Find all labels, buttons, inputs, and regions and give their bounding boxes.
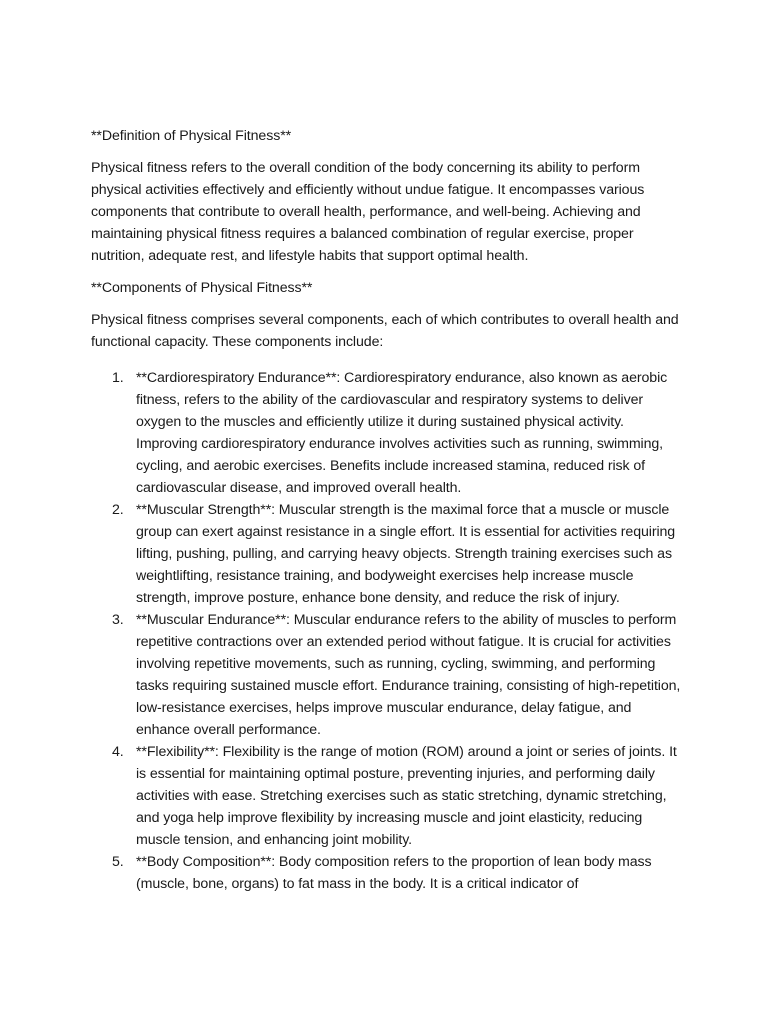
list-item-number: 4. xyxy=(112,744,124,760)
list-item-cardiorespiratory-endurance xyxy=(91,367,681,499)
list-item-text: **Body Composition**: Body composition refers to the proportion of lean body mass (muscle, bone, organs) to fat mass in the body. It is a critical indicator of xyxy=(136,854,652,892)
components-intro: Physical fitness comprises several components, each of which contributes to overall health and functional capacity. These components include: xyxy=(91,312,679,350)
definition-paragraph: Physical fitness refers to the overall condition of the body concerning its ability to perform physical activities effectively and efficiently without undue fatigue. It encompasses various components that contribute to overall health, performance, and well-being. Achieving and maintaining physical fitness requires a balanced combination of regular exercise, proper nutrition, adequate rest, and lifestyle habits that support optimal health. xyxy=(91,160,645,264)
list-item-number: 5. xyxy=(112,854,124,870)
list-item-muscular-strength xyxy=(91,499,681,609)
list-item-number: 2. xyxy=(112,502,124,518)
list-item-number: 3. xyxy=(112,612,124,628)
list-item-text: **Flexibility**: Flexibility is the range of motion (ROM) around a joint or series of joints. It is essential for maintaining optimal posture, preventing injuries, and performing daily activities with ease. Stretching exercises such as static stretching, dynamic stretching, and yoga help improve flexibility by increasing muscle and joint elasticity, reducing muscle tension, and enhancing joint mobility. xyxy=(136,744,677,848)
list-item-flexibility xyxy=(91,741,681,851)
list-item-text: **Muscular Strength**: Muscular strength is the maximal force that a muscle or muscle group can exert against resistance in a single effort. It is essential for activities requiring lifting, pushing, pulling, and carrying heavy objects. Strength training exercises such as weightlifting, resistance training, and bodyweight exercises help increase muscle strength, improve posture, enhance bone density, and reduce the risk of injury. xyxy=(136,502,676,606)
components-heading: **Components of Physical Fitness** xyxy=(91,280,313,296)
list-item-body-composition xyxy=(91,851,681,895)
list-item-number: 1. xyxy=(112,370,124,386)
document-body xyxy=(91,125,681,895)
list-item-muscular-endurance xyxy=(91,609,681,741)
list-item-text: **Muscular Endurance**: Muscular endurance refers to the ability of muscles to perform repetitive contractions over an extended period without fatigue. It is crucial for activities involving repetitive movements, such as running, cycling, swimming, and performing tasks requiring sustained muscle effort. Endurance training, consisting of high-repetition, low-resistance exercises, helps improve muscular endurance, delay fatigue, and enhance overall performance. xyxy=(136,612,681,738)
components-list xyxy=(91,367,681,895)
list-item-text: **Cardiorespiratory Endurance**: Cardiorespiratory endurance, also known as aerobic fitness, refers to the ability of the cardiovascular and respiratory systems to deliver oxygen to the muscles and efficiently utilize it during sustained physical activity. Improving cardiorespiratory endurance involves activities such as running, swimming, cycling, and aerobic exercises. Benefits include increased stamina, reduced risk of cardiovascular disease, and improved overall health. xyxy=(136,370,668,496)
definition-heading: **Definition of Physical Fitness** xyxy=(91,128,292,144)
